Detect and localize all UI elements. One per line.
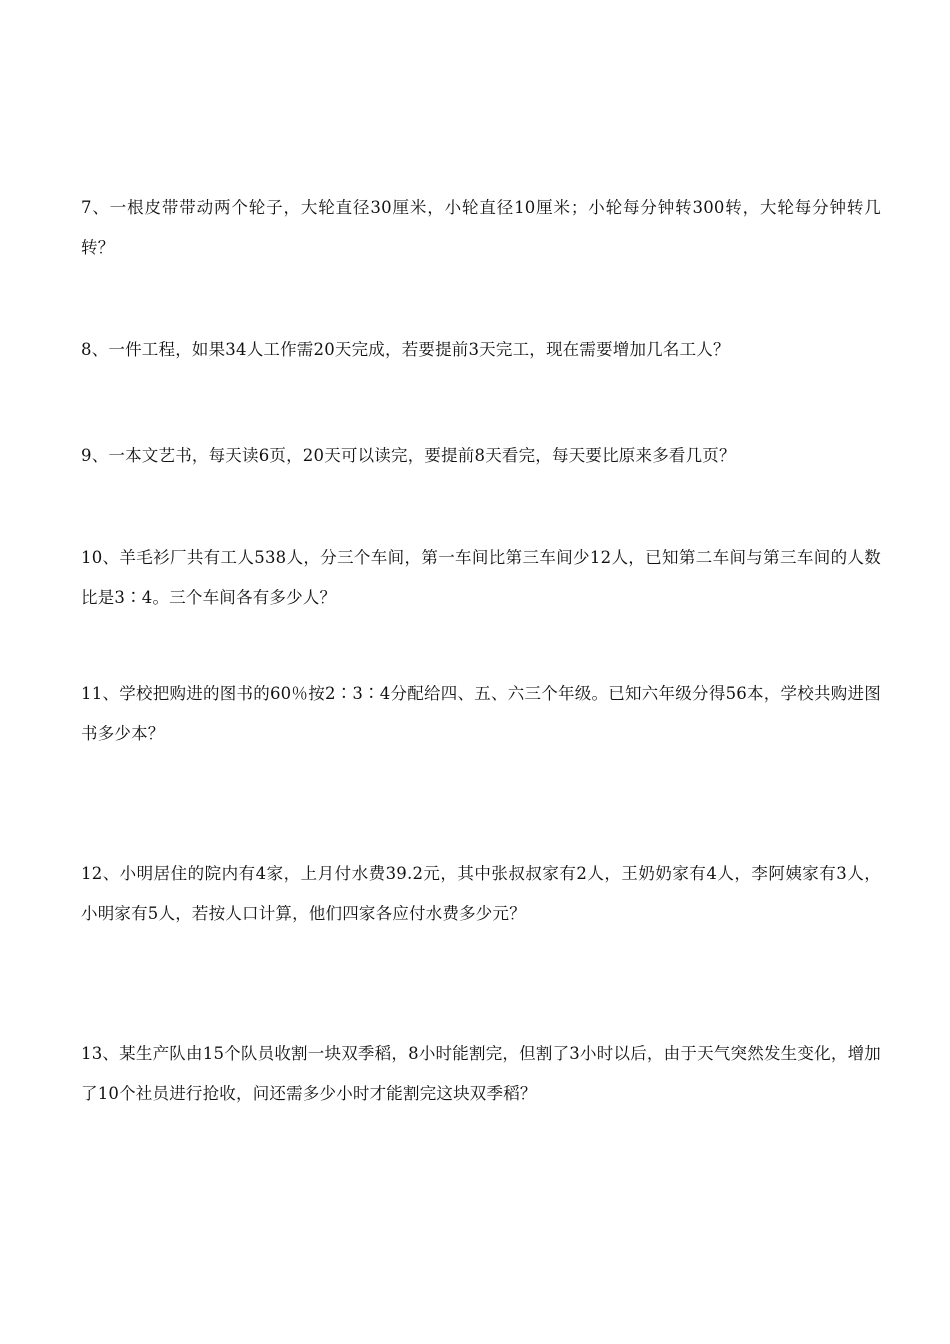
problem-7: 7、一根皮带带动两个轮子，大轮直径30厘米，小轮直径10厘米；小轮每分钟转300转，大轮每分钟转几转？ [81, 198, 881, 257]
problem-11: 11、学校把购进的图书的60％按2∶3∶4分配给四、五、六三个年级。已知六年级分得56本，学校共购进图书多少本？ [81, 684, 881, 743]
problem-12: 12、小明居住的院内有4家，上月付水费39.2元，其中张叔叔家有2人，王奶奶家有4人，李阿姨家有3人，小明家有5人，若按人口计算，他们四家各应付水费多少元？ [81, 864, 881, 923]
problem-8: 8、一件工程，如果34人工作需20天完成，若要提前3天完工，现在需要增加几名工人？ [81, 340, 730, 359]
problem-10: 10、羊毛衫厂共有工人538人，分三个车间，第一车间比第三车间少12人，已知第二车间与第三车间的人数比是3∶4。三个车间各有多少人？ [81, 548, 881, 607]
problem-13: 13、某生产队由15个队员收割一块双季稻，8小时能割完，但割了3小时以后，由于天气突然发生变化，增加了10个社员进行抢收，问还需多少小时才能割完这块双季稻？ [81, 1044, 881, 1103]
problem-9: 9、一本文艺书，每天读6页，20天可以读完，要提前8天看完，每天要比原来多看几页？ [81, 446, 736, 465]
